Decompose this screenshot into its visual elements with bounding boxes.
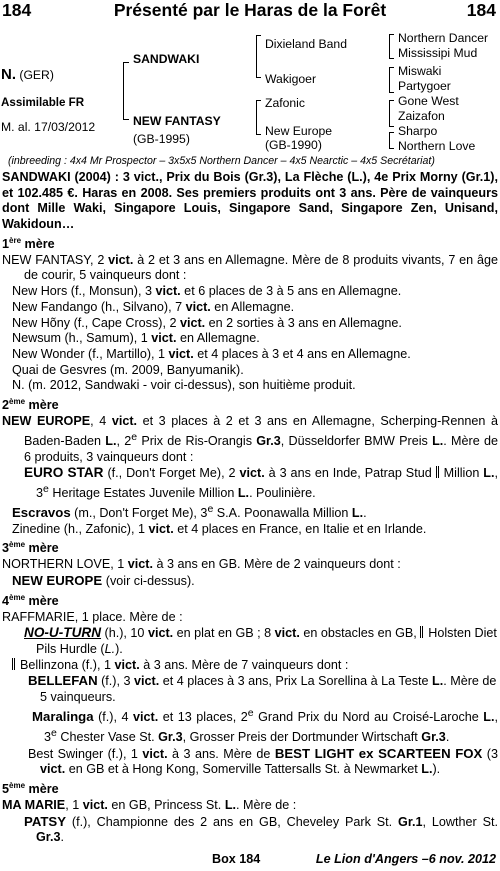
event-label: Le Lion d'Angers –6 nov. 2012	[315, 852, 496, 866]
dam-year: (GB-1995)	[133, 132, 190, 146]
ggs-2: Mississipi Mud	[398, 46, 478, 60]
ggs-5: Gone West	[398, 94, 459, 108]
produce-row: Quai de Gesvres (m. 2009, Banyumanik).	[12, 362, 244, 377]
ggs-6: Zaizafon	[398, 109, 445, 123]
produce-row: Newsum (h., Samum), 1 vict. en Allemagne.	[12, 331, 260, 346]
fourth-dam-entry: RAFFMARIE, 1 place. Mère de :	[2, 609, 183, 624]
produce-row: Bellinzona (f.), 1 vict. à 3 ans. Mère de 7 vainqueurs dont :	[2, 658, 498, 674]
granddam-1: Wakigoer	[265, 72, 317, 86]
section-5eme-mere: 5ème mère	[2, 781, 59, 797]
granddam-2-year: (GB-1990)	[265, 138, 322, 152]
sire-paragraph: SANDWAKI (2004) : 3 vict., Prix du Bois (Gr.3), La Flèche (L.), 4e Prix Morny (Gr.1), et 102.485 €. Haras en 2008. Ses premiers produits ont 3 ans. Père de vainqueurs dont Mille Waki, Singapore Louis, Singapore Sand, Singapore Zen, Unisand, Wakidoun…	[2, 170, 498, 232]
ggs-7: Sharpo	[398, 124, 438, 138]
inbreeding-note: (inbreeding : 4x4 Mr Prospector – 3x5x5 Northern Dancer – 4x5 Nearctic – 4x5 Secrétariat)	[8, 155, 435, 167]
dam-name: NEW FANTASY	[133, 114, 221, 128]
section-1ere-mere: 1ère mère	[2, 235, 55, 251]
consignor-title: Présenté par le Haras de la Forêt	[113, 0, 387, 20]
granddam-2: New Europe	[265, 124, 333, 138]
produce-row: New Hõny (f., Cape Cross), 2 vict. en 2 sorties à 3 ans en Allemagne.	[12, 315, 402, 330]
produce-row: New Hors (f., Monsun), 3 vict. et 6 places de 3 à 5 ans en Allemagne.	[12, 284, 402, 299]
horse-name: N. (GER)	[1, 66, 54, 83]
section-3eme-mere: 3ème mère	[2, 540, 59, 556]
granddam-entry: NEW EUROPE, 4 vict. et 3 places à 2 et 3 ans en Allemagne, Scherping-Rennen à Baden-Baden L., 2e Prix de Ris-Orangis Gr.3, Düsseldorfer BMW Preis L.. Mère de 6 produits, 3 vainqueurs dont :	[2, 413, 498, 464]
page-footer	[0, 852, 500, 870]
produce-row: BELLEFAN (f.), 3 vict. et 4 places à 3 ans, Prix La Sorellina à La Teste L.. Mère de 5 vainqueurs.	[28, 673, 497, 705]
produce-row: New Wonder (f., Martillo), 1 vict. et 4 places à 3 et 4 ans en Allemagne.	[12, 346, 411, 361]
horse-details: M. al. 17/03/2012	[1, 120, 96, 134]
produce-row: NEW EUROPE (voir ci-dessus).	[12, 573, 195, 588]
box-label: Box 184	[212, 852, 261, 866]
produce-row: Zinedine (h., Zafonic), 1 vict. et 4 places en France, en Italie et en Irlande.	[12, 521, 427, 536]
produce-row: New Fandango (h., Silvano), 7 vict. en Allemagne.	[12, 299, 295, 314]
sire-name: SANDWAKI	[133, 52, 200, 66]
horse-status: Assimilable FR	[1, 96, 85, 109]
produce-row: Maralinga (f.), 4 vict. et 13 places, 2e Grand Prix du Nord au Croisé-Laroche L., 3e Chester Vase St. Gr.3, Grosser Preis der Dortmunder Wirtschaft Gr.3.	[32, 706, 498, 744]
grandsire-1: Dixieland Band	[265, 37, 347, 51]
produce-row: PATSY (f.), Championne des 2 ans en GB, Cheveley Park St. Gr.1, Lowther St. Gr.3.	[24, 813, 498, 845]
section-4eme-mere: 4ème mère	[2, 592, 59, 608]
fifth-dam-entry: MA MARIE, 1 vict. en GB, Princess St. L.. Mère de :	[2, 797, 297, 812]
lot-number: 184	[2, 0, 32, 20]
catalogue-text	[2, 170, 498, 846]
lot-number-right: 184	[466, 0, 496, 20]
produce-row: NO-U-TURN (h.), 10 vict. en plat en GB ; 8 vict. en obstacles en GB, Holsten Diet Pils Hurdle (L.).	[24, 625, 497, 656]
ggs-1: Northern Dancer	[398, 31, 489, 45]
produce-row: EURO STAR (f., Don't Forget Me), 2 vict. à 3 ans en Inde, Patrap Stud Million L., 3e Heritage Estates Juvenile Million L.. Poulinière.	[24, 465, 498, 501]
section-2eme-mere: 2ème mère	[2, 397, 59, 413]
ggs-8: Northern Love	[398, 139, 476, 153]
ggs-4: Partygoer	[398, 79, 451, 93]
pedigree-table	[0, 28, 500, 154]
page-header	[0, 0, 500, 22]
grandsire-2: Zafonic	[265, 96, 305, 110]
produce-row: Best Swinger (f.), 1 vict. à 3 ans. Mère de BEST LIGHT ex SCARTEEN FOX (3 vict. en GB et à Hong Kong, Somerville Tattersalls St. à Newmarket L.).	[28, 745, 499, 777]
ggs-3: Miswaki	[398, 64, 442, 78]
produce-row: N. (m. 2012, Sandwaki - voir ci-dessus), son huitième produit.	[12, 378, 356, 393]
dam-entry: NEW FANTASY, 2 vict. à 2 et 3 ans en Allemagne. Mère de 8 produits vivants, 7 en âge de courir, 5 vainqueurs dont :	[2, 252, 498, 283]
produce-row: Escravos (m., Don't Forget Me), 3e S.A. Poonawalla Million L..	[12, 502, 367, 520]
third-dam-entry: NORTHERN LOVE, 1 vict. à 3 ans en GB. Mère de 2 vainqueurs dont :	[2, 557, 401, 572]
